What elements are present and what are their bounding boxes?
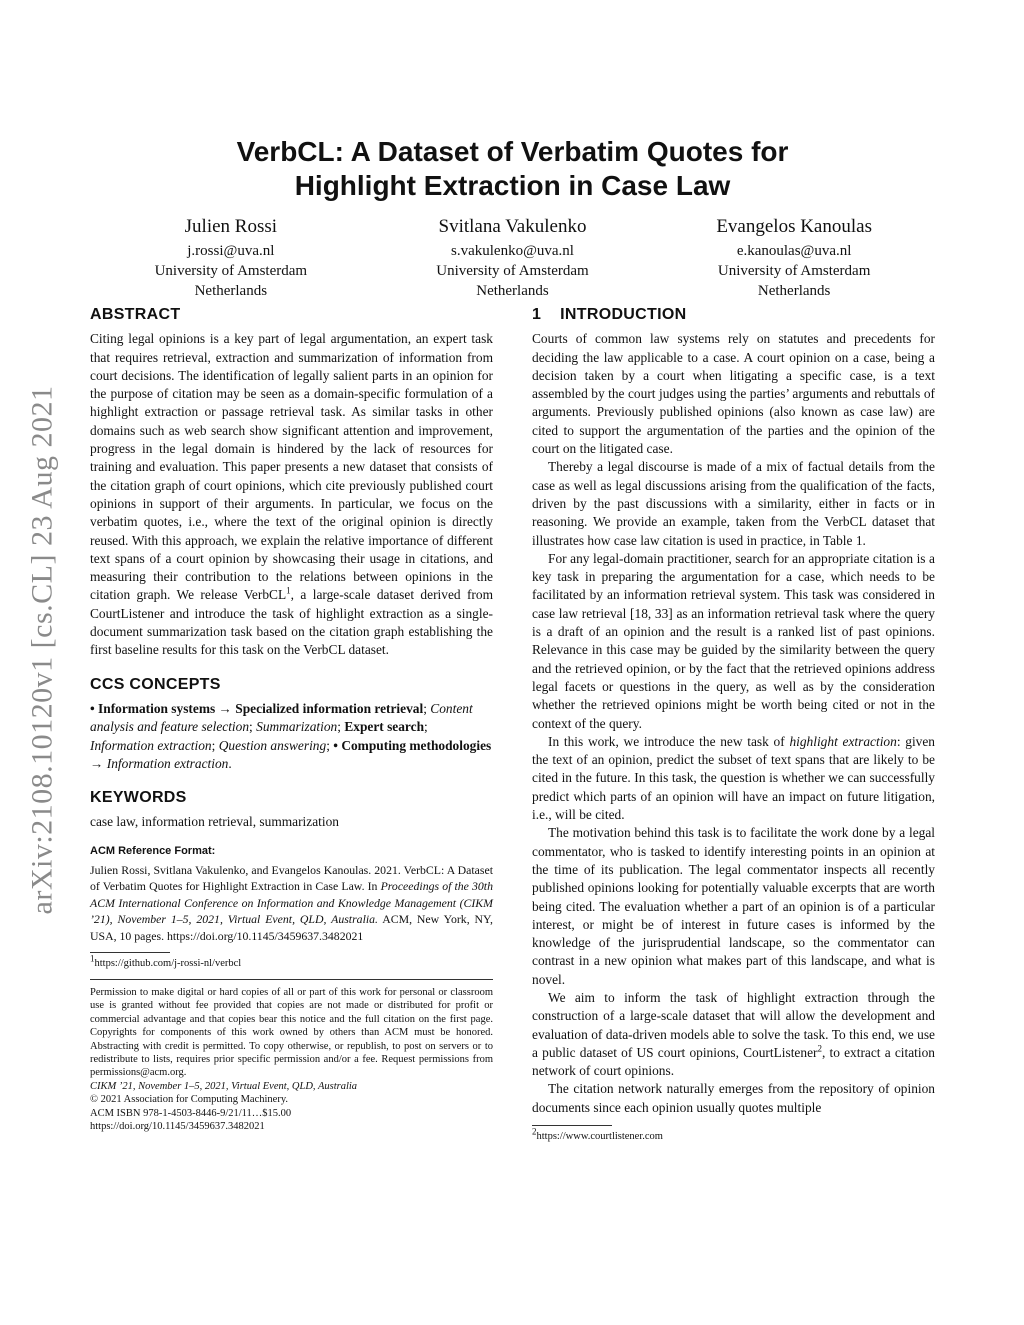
copyright-line: © 2021 Association for Computing Machinery. (90, 1094, 289, 1106)
footnote-divider (90, 952, 170, 953)
author-country: Netherlands (476, 283, 549, 299)
intro-paragraph-2: Thereby a legal discourse is made of a mix of factual details from the case as well as legal discussions arising from the qualification of the facts, driven by the past discussions with a similarity, either in facts or in reasoning. We provide an example, taken from the VerbCL dataset that illustrates how case law citation is used in practice, in Table 1. (532, 459, 935, 548)
right-column (532, 306, 935, 1144)
footnote-divider (532, 1125, 612, 1126)
keywords-text: case law, information retrieval, summarization (90, 814, 339, 830)
footnote-mark: 1 (90, 953, 95, 964)
author-affiliation: University of Amsterdam (717, 263, 871, 279)
footnote-2 (532, 1126, 935, 1144)
author-name: Julien Rossi (184, 216, 278, 237)
introduction-heading: 1 INTRODUCTION (532, 306, 687, 323)
ccs-italic: Question answering (218, 737, 327, 753)
author-block (90, 215, 935, 301)
footnote-ref-2: 2 (817, 1043, 822, 1054)
ccs-text (90, 700, 493, 773)
acm-reference-heading: ACM Reference Format: (90, 844, 216, 857)
ccs-sep: ; (423, 700, 431, 716)
text-part: We aim to inform the task of highlight extraction through the construction of a large-scale dataset that will allow the development and evaluation of data-driven models able to solve the task. To this end, we use a public dataset of US court opinions, CourtListener (532, 989, 935, 1060)
permission-notice: Permission to make digital or hard copies of all or part of this work for personal or classroom use is granted without fee provided that copies are not made or distributed for profit or commercial advantage and that copies bear this notice and the full citation on the first page. Copyrights for components of this work owned by others than ACM must be honored. Abstracting with credit is permitted. To copy otherwise, or republish, to post on servers or to redistribute to lists, requires prior specific permission and/or a fee. Request permissions from permissions@acm.org. (90, 987, 493, 1079)
author-2 (372, 215, 654, 301)
title-line-2: Highlight Extraction in Case Law (294, 170, 731, 201)
ref-italic: Proceedings of the 30th ACM International Conference on Information and Knowledge Management (CIKM ’21), November 1–5, 2021, Virtual Event, QLD, Australia. (90, 879, 493, 927)
arxiv-identifier (22, 350, 62, 950)
intro-paragraph-7: The citation network naturally emerges from the repository of opinion documents since each opinion usually quotes multiple (532, 1081, 935, 1115)
ccs-italic: Information extraction (106, 755, 229, 771)
footnote-link[interactable]: https://github.com/j-rossi-nl/verbcl (94, 958, 242, 970)
author-affiliation: University of Amsterdam (154, 263, 308, 279)
ccs-concepts-section (90, 676, 493, 773)
permission-divider (90, 979, 493, 980)
conference-info: CIKM ’21, November 1–5, 2021, Virtual Event, QLD, Australia (90, 1080, 358, 1092)
footnote-1 (90, 953, 493, 971)
author-email: j.rossi@uva.nl (187, 243, 275, 259)
footnote-ref-1: 1 (286, 585, 291, 596)
ccs-sep: ; (211, 737, 219, 753)
acm-reference (90, 842, 493, 944)
ccs-sep: . (228, 755, 232, 771)
abstract-text-part: , a large-scale dataset derived from CourtListener and introduce the task of highlight extraction as a single-document summarization task based on the citation graph establishing the first baseline results for this task on the VerbCL dataset. (90, 587, 494, 658)
footnote-link[interactable]: https://www.courtlistener.com (536, 1131, 663, 1143)
ccs-italic: Information extraction (90, 737, 212, 753)
ref-part: Julien Rossi, Svitlana Vakulenko, and Evangelos Kanoulas. 2021. VerbCL: A Dataset of Verbatim Quotes for Highlight Extraction in Case Law. In (90, 863, 493, 894)
intro-paragraph-1: Courts of common law systems rely on statutes and precedents for deciding the law applicable to a case. A court opinion on a case, being a decision taken by a court when litigating a specific case, is a text assembled by the court judges using the parties’ arguments and rebuttals of arguments. Previously published opinions (also known as case law) are cited to support the argumentation of the parties and the opinion of the court on the litigated case. (532, 331, 935, 457)
ref-part: ACM, New York, NY, USA, 10 pages. https://doi.org/10.1145/3459637.3482021 (90, 912, 493, 943)
author-name: Evangelos Kanoulas (716, 216, 872, 237)
doi-link[interactable]: https://doi.org/10.1145/3459637.3482021 (90, 1121, 265, 1133)
arxiv-id-text: arXiv:2108.10120v1 [cs.CL] 23 Aug 2021 (25, 385, 58, 915)
intro-paragraph-6 (532, 989, 935, 1080)
author-email: s.vakulenko@uva.nl (451, 243, 574, 259)
ccs-bold: Expert search (344, 719, 425, 735)
abstract-section (90, 306, 493, 660)
ccs-italic: Summarization (256, 719, 338, 735)
footnote-mark: 2 (532, 1126, 537, 1137)
ccs-sep: → (90, 755, 107, 771)
abstract-text-part: Citing legal opinions is a key part of legal argumentation, an expert task that requires retrieval, extraction and summarization of information from court decisions. The identification of legally salient parts in an opinion for the purpose of citation may be seen as a domain-specific formulation of a highlight extraction or passage retrieval task. As similar tasks in other domains such as web search show significant attention and improvement, progress in the legal domain is hindered by the lack of resources for training and evaluation. This paper presents a new dataset that consists of the citation graph of court opinions, which cite previously published court opinions in support of their arguments. In particular, we focus on the verbatim quotes, i.e., where the text of the original opinion is directly reused. With this approach, we explain the relative importance of different text spans of a court opinion by showcasing their usage in citations, and measuring their contribution to the relations between opinions in the citation graph. We release VerbCL (90, 331, 493, 603)
ccs-heading: CCS CONCEPTS (90, 675, 221, 693)
keywords-heading: KEYWORDS (90, 789, 187, 807)
author-1 (90, 215, 372, 301)
ccs-bold: • Computing methodologies (333, 737, 492, 753)
author-name: Svitlana Vakulenko (438, 216, 587, 237)
paper-title (90, 135, 935, 203)
text-part: , to extract a citation network of court opinions. (532, 1044, 935, 1079)
ccs-bold: • Information systems → Specialized information retrieval (90, 700, 424, 716)
intro-paragraph-4 (532, 733, 935, 824)
left-column (90, 306, 493, 1134)
title-line-1: VerbCL: A Dataset of Verbatim Quotes for (236, 136, 789, 167)
author-country: Netherlands (757, 283, 831, 299)
emphasis-text: highlight extraction (789, 733, 897, 749)
ccs-sep: ; (326, 737, 334, 753)
abstract-text (90, 330, 493, 659)
text-part: In this work, we introduce the new task of (548, 733, 790, 749)
keywords-section (90, 789, 493, 832)
intro-paragraph-3: For any legal-domain practitioner, search for an appropriate citation is a key task in preparing the argumentation for a case, which needs to be facilitated by an information retrieval system. This task was considered in case law retrieval [18, 33] as an information retrieval task where the query is a draft of an opinion and the result is a ranked list of past opinions. Relevance in this case may be guided by the similarity between the query and the retrieved opinion, or by the fact that the retrieved opinions address legal facets or questions in the query, as well as by the consideration whether the retrieved opinions might be worth being cited or not in the context of the query. (532, 550, 935, 731)
isbn-line: ACM ISBN 978-1-4503-8446-9/21/11…$15.00 (90, 1107, 292, 1119)
text-part: : given the text of an opinion, predict the subset of text spans that are likely to be cited in the future. In this task, the question is whether we can successfully predict which parts of an opinion will have an impact on future litigation, i.e., will be cited. (532, 733, 936, 823)
intro-paragraph-5: The motivation behind this task is to facilitate the work done by a legal commentator, who is tasked to identify interesting points in an opinion at the time of its publication. The legal commentator inspects all recently published opinions looking for potentially valuable excerpts that are worth being cited. The evaluation whether a part of an opinion is of a particular interest, or might be of interest in future cases is informed by the knowledge of the jurisprudential landscape, so the commentator can contrast in a new opinion what makes part of this landscape, and what is novel. (532, 825, 935, 987)
ccs-sep: ; (249, 719, 257, 735)
abstract-heading: ABSTRACT (90, 306, 181, 323)
author-country: Netherlands (194, 283, 268, 299)
author-3 (653, 215, 935, 301)
ccs-italic: Content analysis and feature selection (90, 700, 473, 735)
ccs-sep: ; (424, 719, 428, 735)
author-email: e.kanoulas@uva.nl (736, 243, 852, 259)
author-affiliation: University of Amsterdam (436, 263, 589, 279)
acm-reference-text (90, 862, 493, 944)
ccs-sep: ; (337, 719, 345, 735)
